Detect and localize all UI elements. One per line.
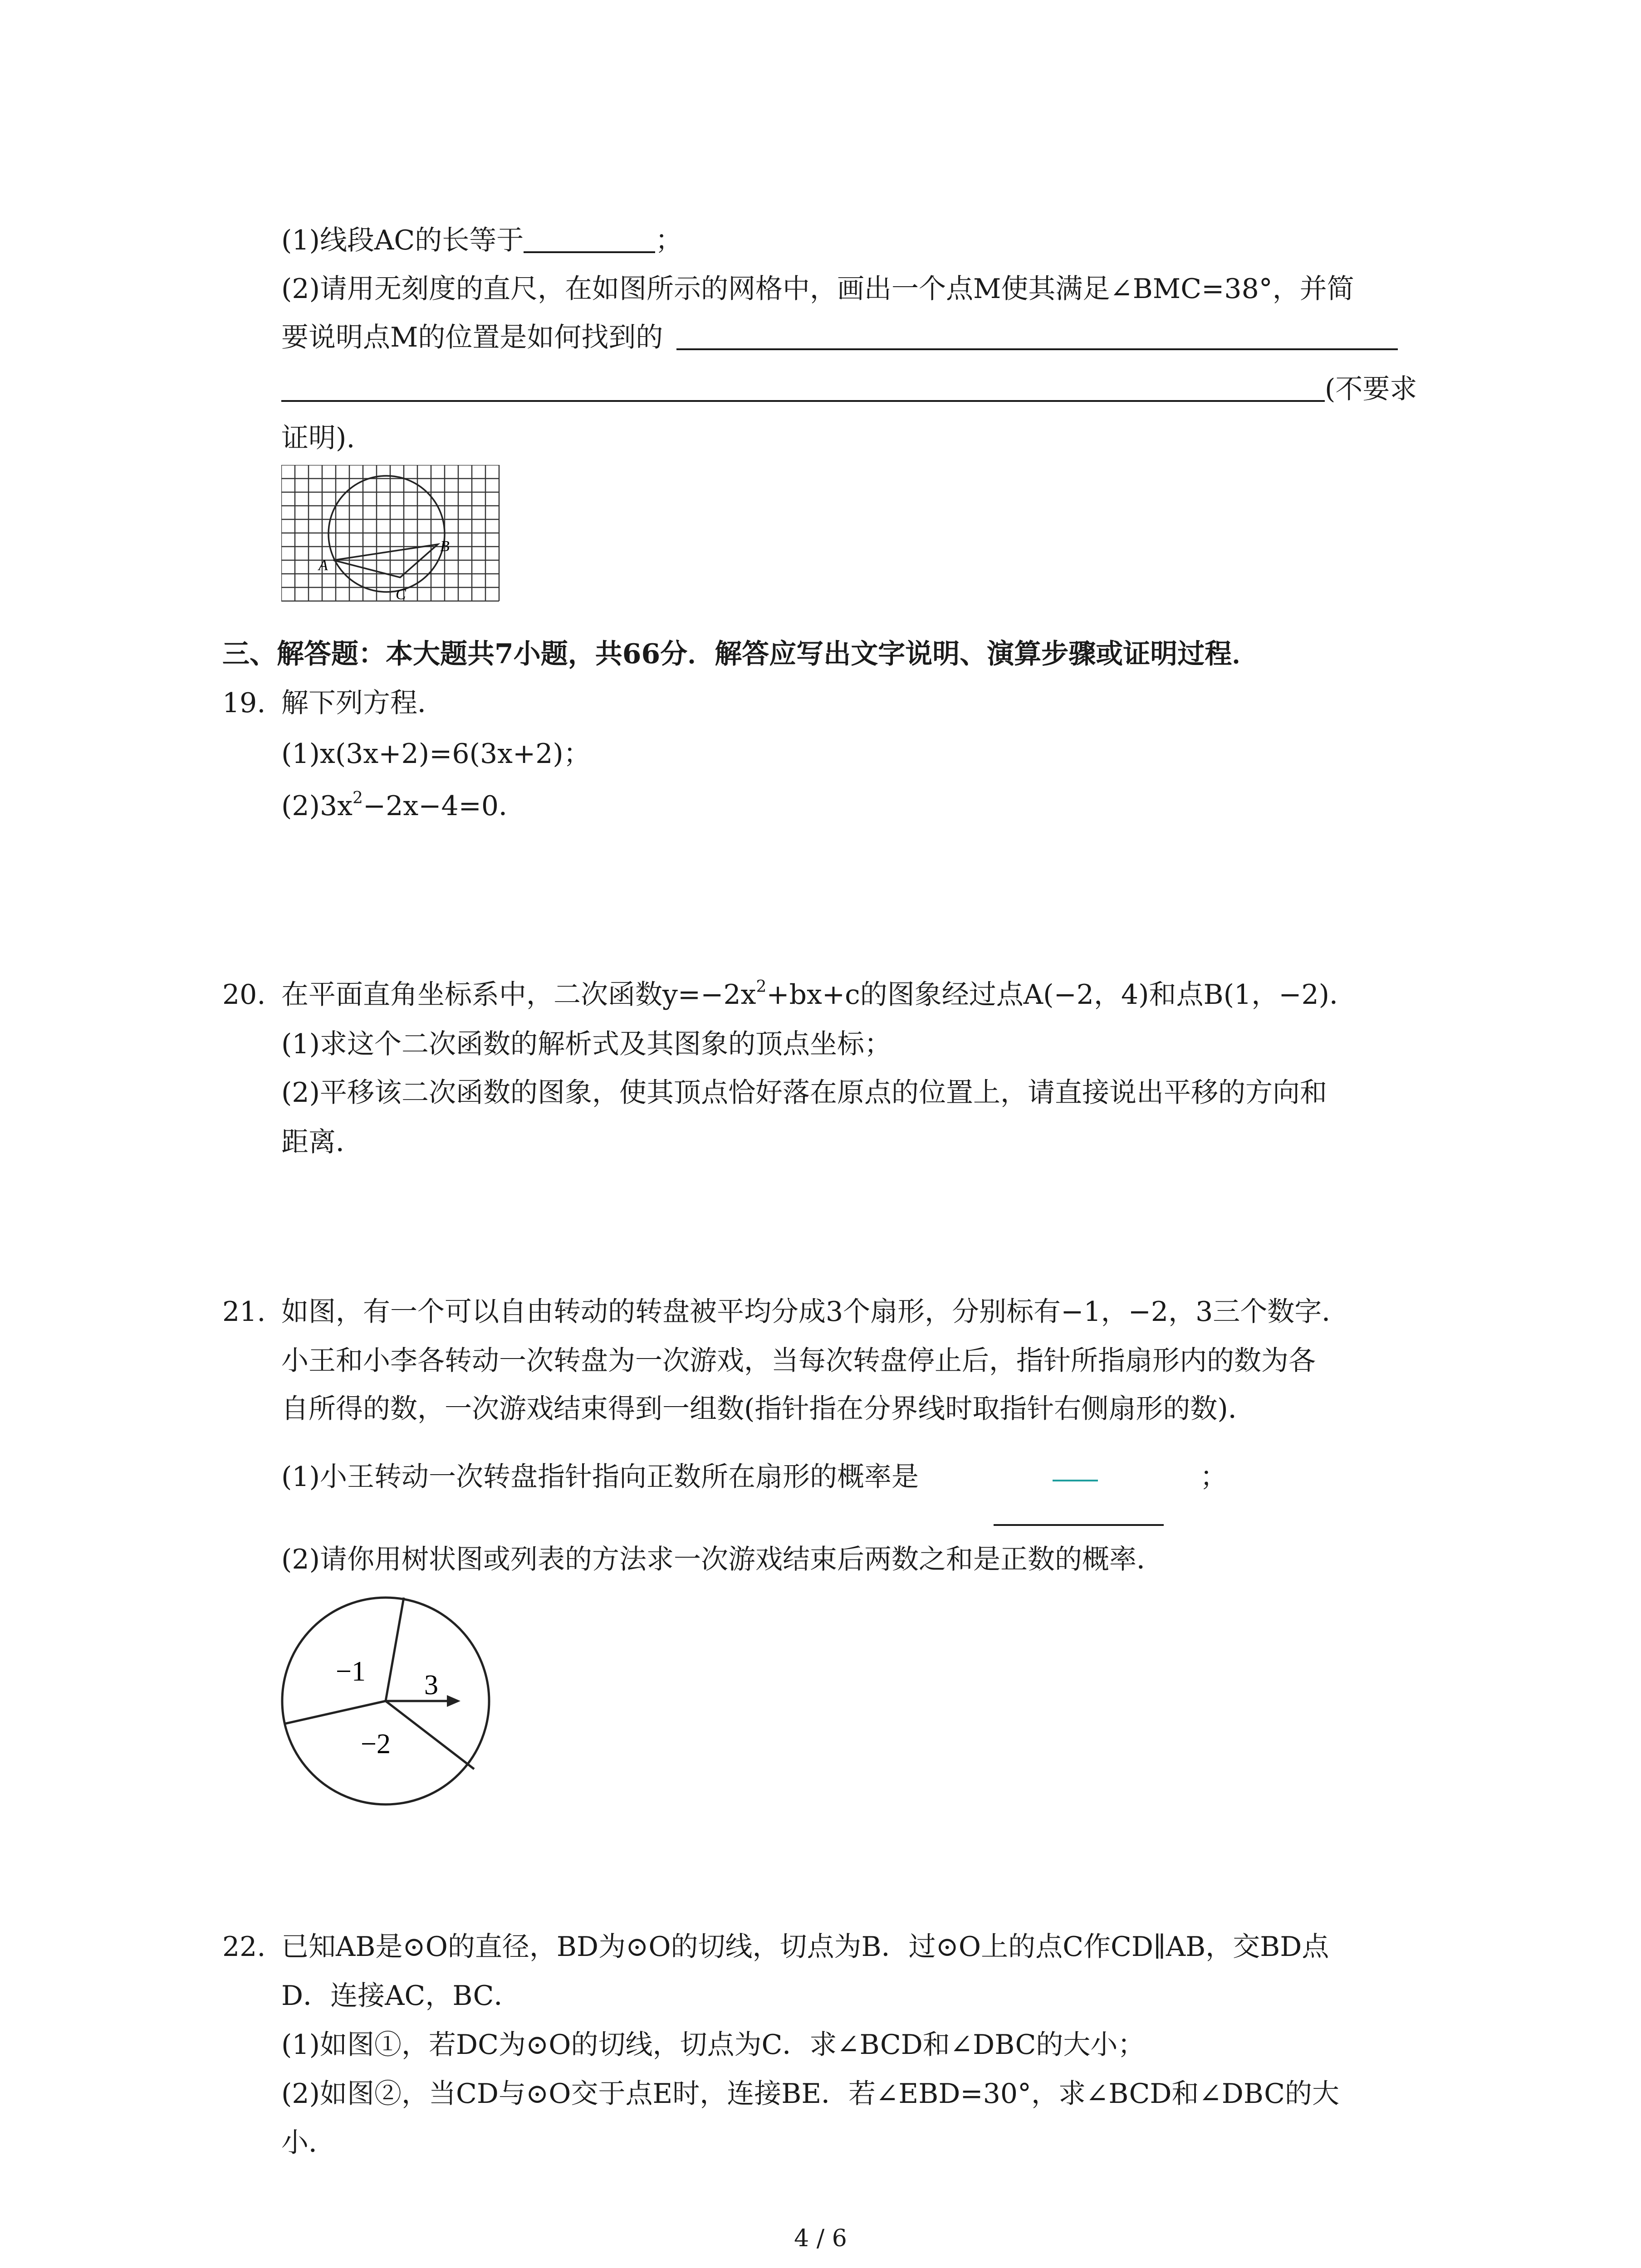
- q21-stem-line3: 自所得的数，一次游戏结束得到一组数(指针指在分界线时取指针右侧扇形的数)．: [281, 1393, 1255, 1425]
- sector-label-3: −2: [361, 1729, 391, 1760]
- q21-part2: (2)请你用树状图或列表的方法求一次游戏结束后两数之和是正数的概率．: [281, 1544, 1164, 1575]
- q18-part2-line3: (不要求: [281, 376, 1417, 403]
- sector-divider-2: [285, 1701, 386, 1724]
- q22-part2-line1: (2)如图②，当CD与⊙O交于点E时，连接BE．若∠EBD=30°，求∠BCD和∠DBC的大: [281, 2078, 1340, 2110]
- q20-stem: 20. 在平面直角坐标系中，二次函数$y=-2x^2+bx+c$的图象经过点A(−2，4)和点B(1，−2)．: [222, 978, 1357, 1011]
- q21-stem-line1: 21. 如图，有一个可以自由转动的转盘被平均分成3个扇形，分别标有−1，−2，3三个数字．: [222, 1296, 1349, 1328]
- section3-heading: 三、解答题：本大题共7小题，共66分．解答应写出文字说明、演算步骤或证明过程．: [222, 638, 1259, 670]
- q20-part2-line1: (2)平移该二次函数的图象，使其顶点恰好落在原点的位置上，请直接说出平移的方向和: [281, 1077, 1327, 1109]
- q20-part1: (1)求这个二次函数的解析式及其图象的顶点坐标；: [281, 1028, 892, 1060]
- sector-label-1: −1: [336, 1656, 366, 1687]
- label-b: B: [440, 538, 450, 555]
- q21-part1: (1)小王转动一次转盘指针指向正数所在扇形的概率是 ；: [281, 1461, 1227, 1493]
- label-a: A: [318, 557, 328, 574]
- q19-part1: (1)x(3x+2)=6(3x+2)；: [281, 738, 591, 770]
- fraction-bar-teal: [1053, 1480, 1098, 1481]
- q18-part1: (1)线段AC的长等于 ；: [281, 225, 683, 256]
- answer-blank-ac[interactable]: [524, 251, 655, 253]
- grid-figure: [281, 465, 504, 610]
- pointer-arrow-icon: [447, 1695, 460, 1707]
- spinner-figure: [279, 1594, 497, 1812]
- q22-part2-line2: 小．: [281, 2127, 336, 2159]
- page-number: 4 / 6: [794, 2225, 847, 2252]
- q18-part2-line2: 要说明点M的位置是如何找到的: [281, 324, 1398, 351]
- q21-stem-line2: 小王和小李各转动一次转盘为一次游戏，当每次转盘停止后，指针所指扇形内的数为各: [281, 1345, 1316, 1377]
- sector-divider-3: [386, 1701, 474, 1769]
- answer-blank-m-1[interactable]: [676, 348, 1398, 350]
- q18-part2-line1: (2)请用无刻度的直尺，在如图所示的网格中，画出一个点M使其满足∠BMC=38°，并简: [281, 273, 1354, 305]
- answer-blank-probability[interactable]: [994, 1524, 1164, 1526]
- label-c: C: [396, 586, 406, 603]
- sector-divider-1: [386, 1598, 404, 1701]
- q22-stem-line1: 22. 已知AB是⊙O的直径，BD为⊙O的切线，切点为B．过⊙O上的点C作CD∥AB，交BD点: [222, 1931, 1329, 1963]
- answer-blank-m-2[interactable]: [281, 400, 1325, 402]
- q19-stem: 19. 解下列方程．: [222, 687, 445, 719]
- q22-stem-line2: D．连接AC，BC．: [281, 1980, 521, 2012]
- grid-lines: [281, 465, 499, 601]
- q18-part2-line4: 证明).: [281, 422, 355, 454]
- q19-part2: $(2)3x^2-2x-4=0$．: [281, 789, 526, 822]
- sector-label-2: 3: [424, 1670, 438, 1701]
- q20-part2-line2: 距离．: [281, 1126, 363, 1158]
- q22-part1: (1)如图①，若DC为⊙O的切线，切点为C．求∠BCD和∠DBC的大小；: [281, 2029, 1145, 2061]
